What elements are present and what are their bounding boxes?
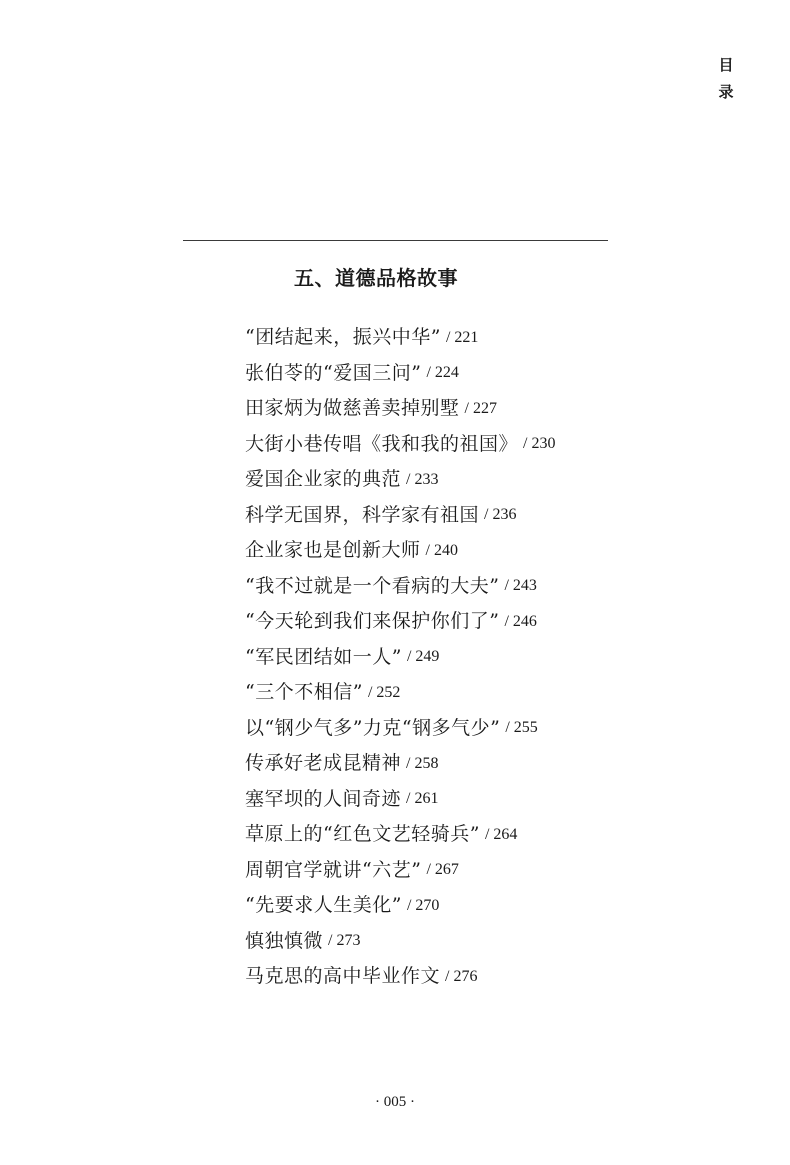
- toc-entry-title: 爱国企业家的典范: [245, 468, 402, 491]
- toc-entry-page: / 273: [328, 932, 361, 950]
- toc-entry-page: / 236: [484, 506, 517, 524]
- toc-entry-title: 田家炳为做慈善卖掉别墅: [245, 397, 460, 420]
- toc-entry[interactable]: [245, 888, 665, 924]
- toc-entry[interactable]: [245, 924, 665, 960]
- toc-entry[interactable]: [245, 462, 665, 498]
- toc-entry[interactable]: [245, 604, 665, 640]
- running-head-char: 录: [718, 83, 734, 101]
- toc-entry-page: / 224: [426, 364, 459, 382]
- toc-entry[interactable]: [245, 711, 665, 747]
- section-divider: [183, 240, 608, 241]
- toc-list: [245, 320, 665, 995]
- toc-entry[interactable]: [245, 959, 665, 995]
- toc-entry-page: / 264: [484, 825, 518, 843]
- toc-entry-page: / 270: [406, 896, 440, 914]
- toc-entry-page: / 227: [464, 399, 497, 417]
- toc-entry[interactable]: [245, 569, 665, 605]
- toc-entry[interactable]: [245, 533, 665, 569]
- toc-entry[interactable]: [245, 817, 665, 853]
- toc-entry-page: / 261: [406, 790, 439, 808]
- toc-entry-title: “三个不相信”: [245, 681, 363, 704]
- toc-entry-page: / 276: [445, 967, 478, 985]
- toc-entry[interactable]: [245, 498, 665, 534]
- toc-entry-title: “我不过就是一个看病的大夫”: [245, 574, 500, 597]
- toc-entry-page: / 255: [505, 719, 538, 737]
- toc-entry[interactable]: [245, 427, 665, 463]
- toc-entry[interactable]: [245, 675, 665, 711]
- page-number: · 005 ·: [375, 1094, 415, 1110]
- toc-entry-title: 塞罕坝的人间奇迹: [245, 787, 402, 810]
- toc-entry-title: 张伯苓的“爱国三问”: [245, 361, 422, 384]
- toc-entry-page: / 233: [406, 470, 439, 488]
- toc-entry[interactable]: [245, 391, 665, 427]
- toc-entry[interactable]: [245, 356, 665, 392]
- toc-entry-title: 科学无国界，科学家有祖国: [245, 503, 480, 526]
- toc-entry-title: 周朝官学就讲“六艺”: [245, 858, 422, 881]
- toc-entry[interactable]: [245, 853, 665, 889]
- toc-entry-title: 大街小巷传唱《我和我的祖国》: [245, 432, 519, 455]
- toc-entry-title: “团结起来，振兴中华”: [245, 326, 441, 349]
- toc-entry[interactable]: [245, 640, 665, 676]
- toc-entry-title: 企业家也是创新大师: [245, 539, 421, 562]
- toc-entry-title: “先要求人生美化”: [245, 894, 402, 917]
- toc-entry-title: 以“钢少气多”力克“钢多气少”: [245, 716, 501, 739]
- toc-entry-title: 慎独慎微: [245, 929, 324, 952]
- toc-entry-page: / 230: [523, 435, 556, 453]
- toc-entry-page: / 221: [445, 328, 479, 346]
- section-title: 五、道德品格故事: [294, 266, 458, 290]
- toc-entry-title: “今天轮到我们来保护你们了”: [245, 610, 500, 633]
- toc-entry-page: / 249: [406, 648, 440, 666]
- toc-entry-title: 传承好老成昆精神: [245, 752, 402, 775]
- toc-entry-page: / 258: [406, 754, 439, 772]
- running-head-char: 目: [718, 56, 734, 74]
- toc-entry-page: / 267: [426, 861, 459, 879]
- toc-entry-title: 马克思的高中毕业作文: [245, 965, 441, 988]
- toc-entry-page: / 240: [425, 541, 458, 559]
- toc-entry[interactable]: [245, 782, 665, 818]
- toc-entry-title: 草原上的“红色文艺轻骑兵”: [245, 823, 480, 846]
- toc-entry-page: / 243: [504, 577, 537, 595]
- toc-entry-title: “军民团结如一人”: [245, 645, 402, 668]
- toc-entry-page: / 252: [367, 683, 401, 701]
- toc-entry[interactable]: [245, 746, 665, 782]
- toc-entry[interactable]: [245, 320, 665, 356]
- running-head: [716, 58, 736, 100]
- toc-entry-page: / 246: [504, 612, 537, 630]
